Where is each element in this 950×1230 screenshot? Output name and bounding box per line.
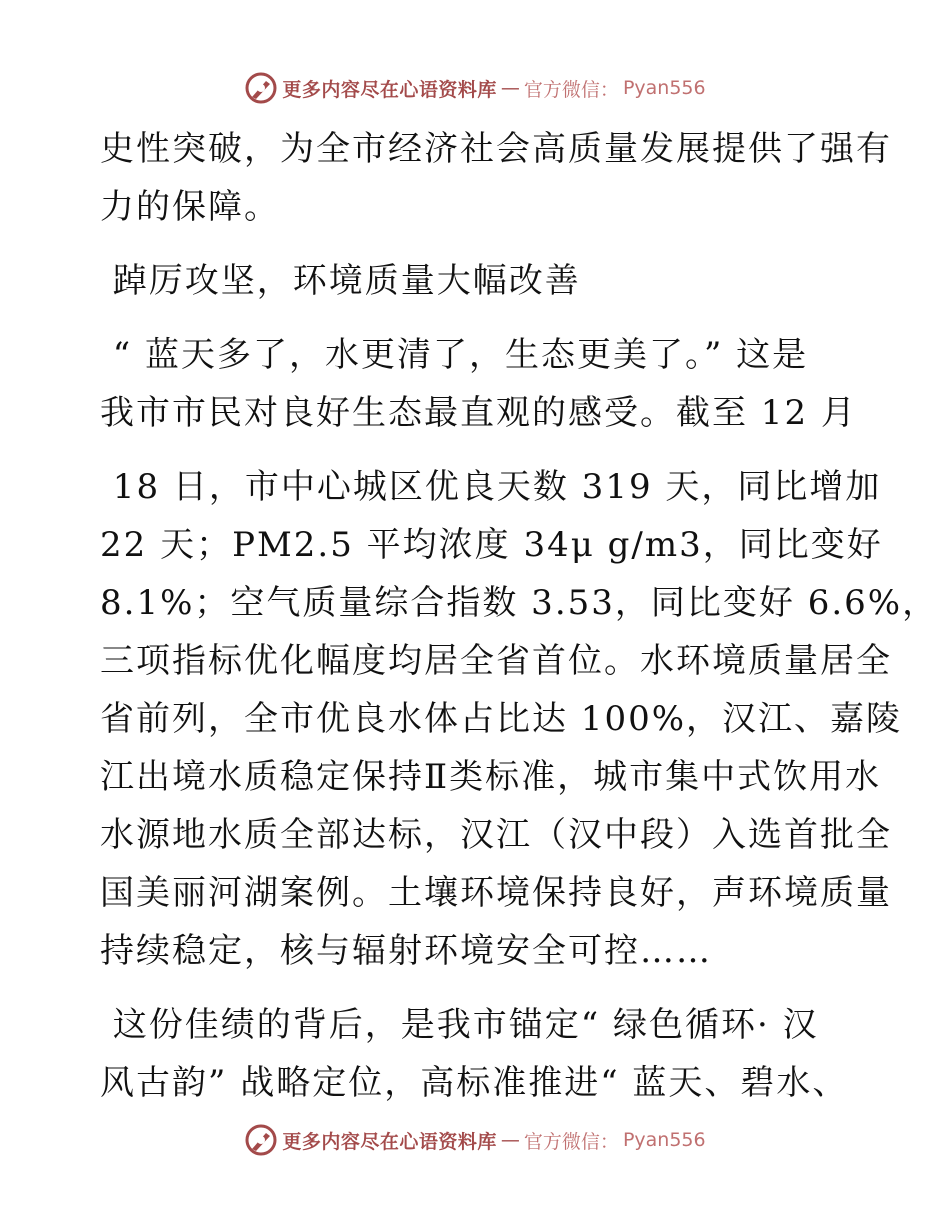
pen-circle-icon xyxy=(244,1123,278,1157)
paragraph-line: 国美丽河湖案例。土壤环境保持良好，声环境质量 xyxy=(100,873,892,913)
header-watermark xyxy=(0,68,950,108)
paragraph-line: 水源地水质全部达标，汉江（汉中段）入选首批全 xyxy=(100,815,892,855)
paragraph-line: 这份佳绩的背后，是我市锚定“ 绿色循环· 汉 xyxy=(100,1005,819,1045)
paragraph-line: 风古韵” 战略定位，高标准推进“ 蓝天、碧水、 xyxy=(100,1063,849,1103)
paragraph-line: 省前列，全市优良水体占比达 100%，汉江、嘉陵 xyxy=(100,699,903,739)
paragraph-line: “ 蓝天多了，水更清了，生态更美了。” 这是 xyxy=(100,335,809,375)
section-heading: 踔厉攻坚，环境质量大幅改善 xyxy=(100,261,581,301)
watermark-lead-text: 更多内容尽在心语资料库 xyxy=(282,1130,497,1153)
watermark-lead-text: 更多内容尽在心语资料库 xyxy=(282,78,497,101)
document-body xyxy=(100,120,939,1112)
paragraph-line: 力的保障。 xyxy=(100,187,280,227)
watermark-dash: — xyxy=(500,1129,520,1151)
paragraph-line: 22 天；PM2.5 平均浓度 34μ g/m3，同比变好 xyxy=(100,525,883,565)
footer-watermark xyxy=(0,1120,950,1160)
watermark-handle: Pyan556 xyxy=(622,77,706,99)
paragraph-line: 我市市民对良好生态最直观的感受。截至 12 月 xyxy=(100,393,857,433)
watermark-contact-label: 官方微信： xyxy=(523,1130,619,1153)
paragraph-line: 18 日，市中心城区优良天数 319 天，同比增加 xyxy=(100,467,882,507)
paragraph-line: 史性突破，为全市经济社会高质量发展提供了强有 xyxy=(100,129,892,169)
pen-circle-icon xyxy=(244,71,278,105)
paragraph-line: 8.1%；空气质量综合指数 3.53，同比变好 6.6%， xyxy=(100,583,939,623)
watermark-handle: Pyan556 xyxy=(622,1129,706,1151)
paragraph-line: 江出境水质稳定保持Ⅱ类标准，城市集中式饮用水 xyxy=(100,757,882,797)
paragraph-line: 持续稳定，核与辐射环境安全可控…… xyxy=(100,931,712,971)
watermark-contact-label: 官方微信： xyxy=(523,78,619,101)
paragraph-line: 三项指标优化幅度均居全省首位。水环境质量居全 xyxy=(100,641,892,681)
watermark-dash: — xyxy=(500,77,520,99)
